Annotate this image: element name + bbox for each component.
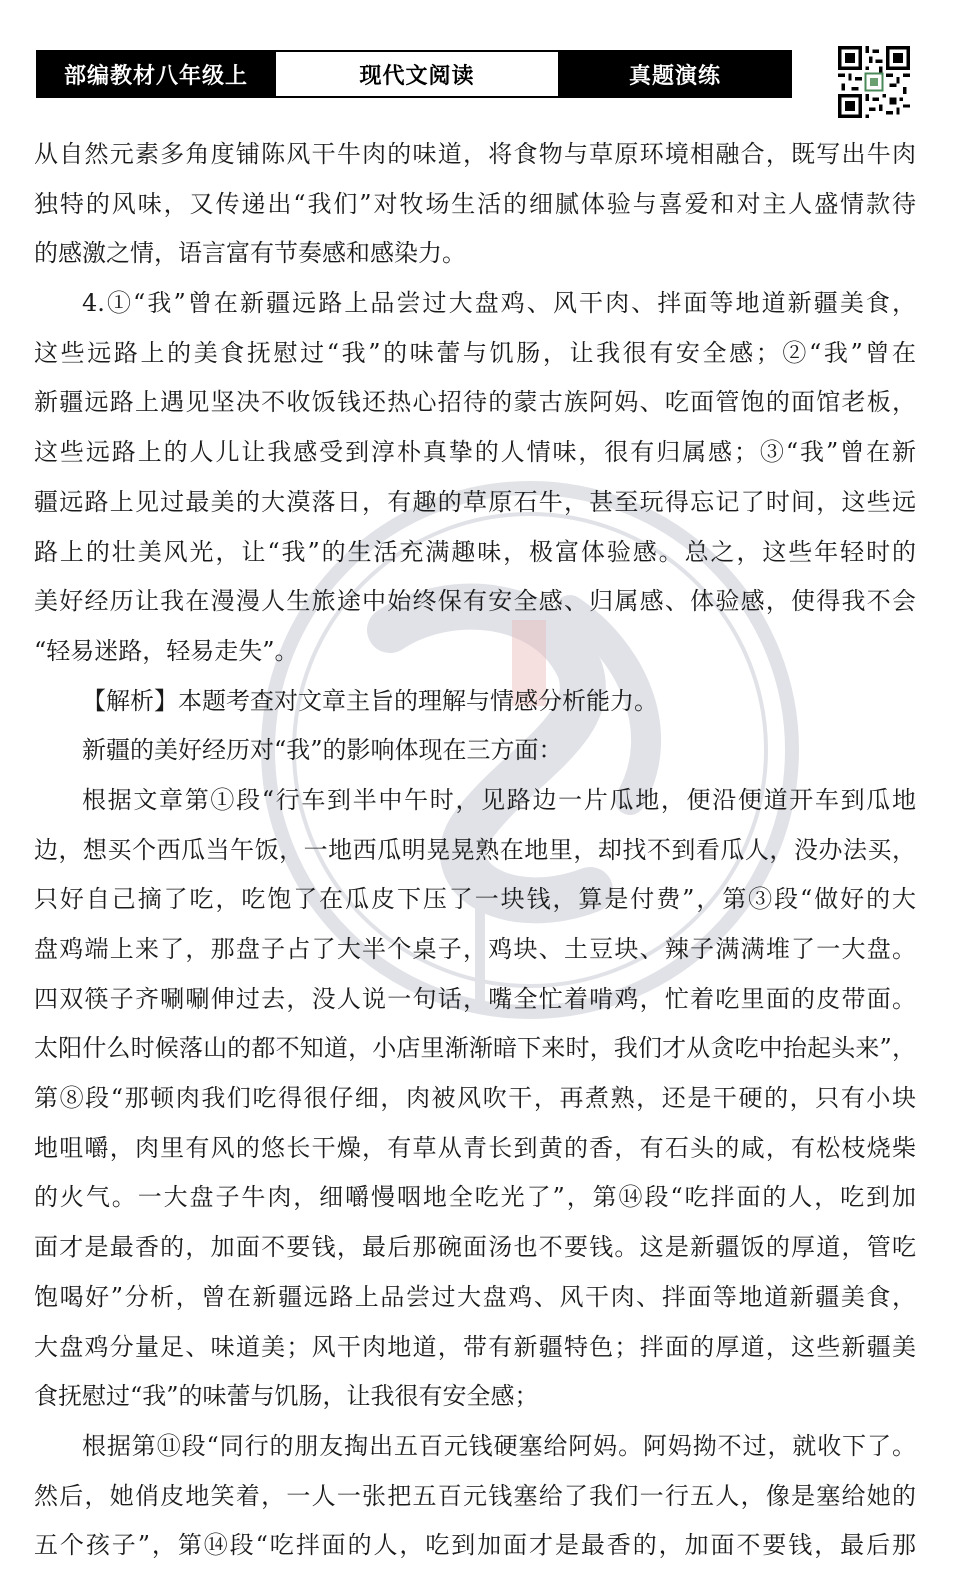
text-line: 新疆的美好经历对“我”的影响体现在三方面： <box>82 736 563 765</box>
text-line: 路上的壮美风光，让“我”的生活充满趣味，极富体验感。总之，这些年轻时的 <box>34 537 916 566</box>
text-line: 第⑧段“那顿肉我们吃得很仔细，肉被风吹干，再煮熟，还是干硬的，只有小块 <box>34 1084 916 1113</box>
header-section-label: 现代文阅读 <box>274 52 560 96</box>
text-line: 根据文章第①段“行车到半中午时，见路边一片瓜地，便沿便道开车到瓜地 <box>82 785 916 814</box>
text-line: 这些远路上的美食抚慰过“我”的味蕾与饥肠，让我很有安全感；②“我”曾在 <box>34 338 916 367</box>
text-line: 的感激之情，语言富有节奏感和感染力。 <box>34 239 466 268</box>
text-line: 独特的风味，又传递出“我们”对牧场生活的细腻体验与喜爱和对主人盛情款待 <box>34 189 916 218</box>
text-line: 从自然元素多角度铺陈风干牛肉的味道，将食物与草原环境相融合，既写出牛肉 <box>34 140 916 168</box>
text-line: 边，想买个西瓜当午饭，一地西瓜明晃晃熟在地里，却找不到看瓜人，没办法买， <box>34 835 916 864</box>
text-line: 太阳什么时候落山的都不知道，小店里渐渐暗下来时，我们才从贪吃中抬起头来”， <box>34 1034 916 1063</box>
text-line: 食抚慰过“我”的味蕾与饥肠，让我很有安全感； <box>34 1382 539 1411</box>
text-line: “轻易迷路，轻易走失”。 <box>34 636 299 665</box>
text-line: 四双筷子齐唰唰伸过去，没人说一句话，嘴全忙着啃鸡，忙着吃里面的皮带面。 <box>34 984 916 1013</box>
text-line: 饱喝好”分析，曾在新疆远路上品尝过大盘鸡、风干肉、拌面等地道新疆美食， <box>34 1282 916 1311</box>
header-bar <box>36 50 792 98</box>
header-practice-label: 真题演练 <box>560 52 790 96</box>
text-line: 只好自己摘了吃，吃饱了在瓜皮下压了一块钱，算是付费”，第③段“做好的大 <box>34 885 916 914</box>
text-line: 根据第⑪段“同行的朋友掏出五百元钱硬塞给阿妈。阿妈拗不过，就收下了。 <box>82 1431 916 1460</box>
text-line: 盘鸡端上来了，那盘子占了大半个桌子，鸡块、土豆块、辣子满满堆了一大盘。 <box>34 935 916 963</box>
text-line: 大盘鸡分量足、味道美；风干肉地道，带有新疆特色；拌面的厚道，这些新疆美 <box>34 1332 916 1361</box>
text-line: 疆远路上见过最美的大漠落日，有趣的草原石牛，甚至玩得忘记了时间，这些远 <box>34 487 916 516</box>
text-line: 五个孩子”，第⑭段“吃拌面的人，吃到加面才是最香的，加面不要钱，最后那 <box>34 1531 916 1560</box>
text-line: 4.①“我”曾在新疆远路上品尝过大盘鸡、风干肉、拌面等地道新疆美食， <box>82 289 916 318</box>
qr-code-icon[interactable] <box>838 46 910 118</box>
analysis-heading: 【解析】本题考查对文章主旨的理解与情感分析能力。 <box>82 686 658 715</box>
document-body <box>34 130 916 1571</box>
text-line: 地咀嚼，肉里有风的悠长干燥，有草从青长到黄的香，有石头的咸，有松枝烧柴 <box>34 1133 916 1162</box>
text-line: 美好经历让我在漫漫人生旅途中始终保有安全感、归属感、体验感，使得我不会 <box>34 587 916 616</box>
text-line: 然后，她俏皮地笑着，一人一张把五百元钱塞给了我们一行五人，像是塞给她的 <box>34 1481 916 1510</box>
header-grade-label: 部编教材八年级上 <box>38 52 274 96</box>
text-line: 面才是最香的，加面不要钱，最后那碗面汤也不要钱。这是新疆饭的厚道，管吃 <box>34 1233 916 1262</box>
text-line: 新疆远路上遇见坚决不收饭钱还热心招待的蒙古族阿妈、吃面管饱的面馆老板， <box>34 388 916 417</box>
text-line: 的火气。一大盘子牛肉，细嚼慢咽地全吃光了”，第⑭段“吃拌面的人，吃到加 <box>34 1183 916 1212</box>
text-line: 这些远路上的人儿让我感受到淳朴真挚的人情味，很有归属感；③“我”曾在新 <box>34 438 916 467</box>
